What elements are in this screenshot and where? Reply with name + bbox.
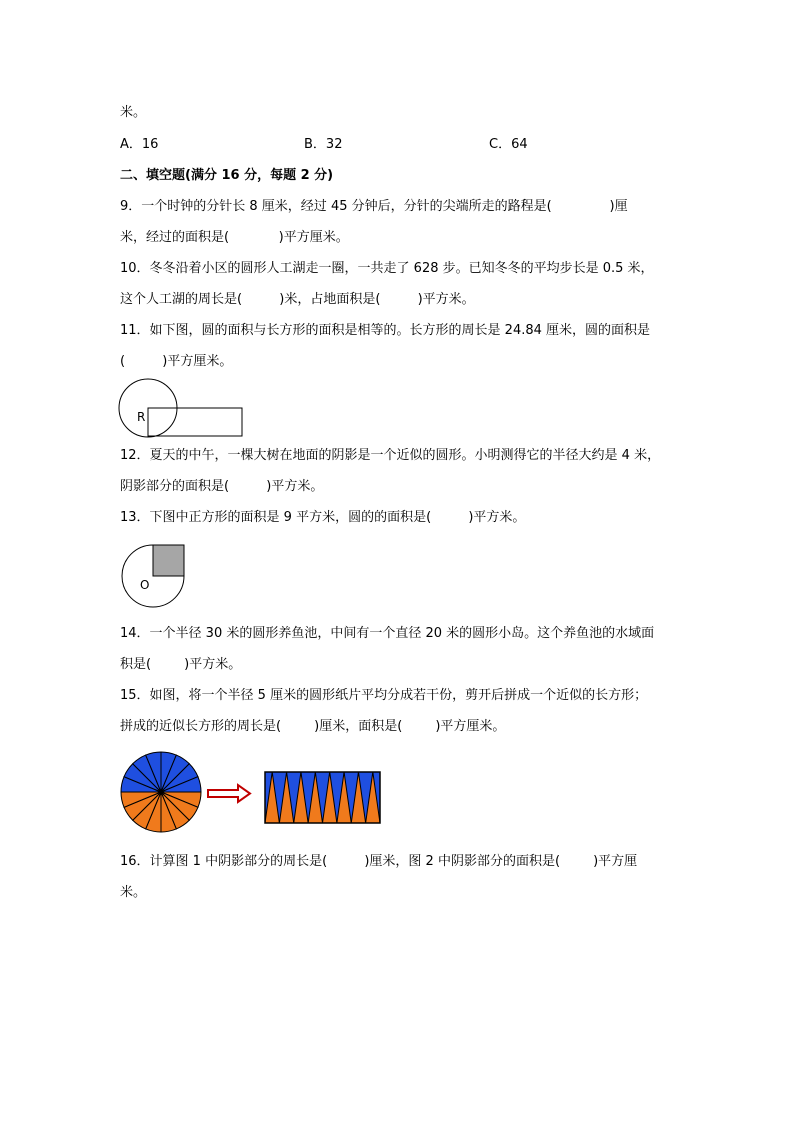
- q9-line1: 9．一个时钟的分针长 8 厘米，经过 45 分钟后，分针的尖端所走的路程是( )厘: [120, 199, 628, 214]
- q13-line: 13．下图中正方形的面积是 9 平方米，圆的的面积是( )平方米。: [120, 510, 526, 525]
- q13-square: [153, 545, 184, 576]
- q12-line1: 12．夏天的中午，一棵大树在地面的阴影是一个近似的圆形。小明测得它的半径大约是 4 米，: [120, 448, 661, 463]
- q15-figure: [118, 748, 388, 836]
- q9-line2: 米，经过的面积是( )平方厘米。: [120, 230, 349, 245]
- option-b: B．32: [304, 137, 343, 152]
- q12-line2: 阴影部分的面积是( )平方米。: [120, 479, 324, 494]
- arrow-icon: [208, 785, 250, 802]
- q10-line1: 10．冬冬沿着小区的圆形人工湖走一圈，一共走了 628 步。已知冬冬的平均步长是 0.5 米，: [120, 261, 654, 276]
- q11-label-r: R: [137, 410, 146, 424]
- q13-figure: [118, 540, 190, 612]
- q15-line1: 15．如图，将一个半径 5 厘米的圆形纸片平均分成若干份，剪开后拼成一个近似的长方形；: [120, 688, 648, 703]
- q10-line2: 这个人工湖的周长是( )米，占地面积是( )平方米。: [120, 292, 475, 307]
- q13-label-o: O: [140, 578, 150, 592]
- q11-figure: [118, 376, 248, 440]
- q15-line2: 拼成的近似长方形的周长是( )厘米，面积是( )平方厘米。: [120, 719, 506, 734]
- q16-line2: 米。: [120, 885, 147, 900]
- q14-line1: 14．一个半径 30 米的圆形养鱼池，中间有一个直径 20 米的圆形小岛。这个养鱼池的水域面: [120, 626, 655, 641]
- option-a: A．16: [120, 137, 159, 152]
- q11-line1: 11．如下图，圆的面积与长方形的面积是相等的。长方形的周长是 24.84 厘米，圆的面积是: [120, 323, 651, 338]
- option-c: C．64: [489, 137, 528, 152]
- q15-rearranged-rectangle: [265, 772, 380, 823]
- q11-rectangle: [148, 408, 242, 436]
- q16-line1: 16．计算图 1 中阴影部分的周长是( )厘米，图 2 中阴影部分的面积是( )平方厘: [120, 854, 638, 869]
- q11-line2: ( )平方厘米。: [120, 354, 233, 369]
- q14-line2: 积是( )平方米。: [120, 657, 242, 672]
- section-2-heading: 二、填空题(满分 16 分，每题 2 分): [120, 168, 334, 183]
- q15-sectored-circle: [121, 752, 201, 832]
- line-mi: 米。: [120, 105, 147, 120]
